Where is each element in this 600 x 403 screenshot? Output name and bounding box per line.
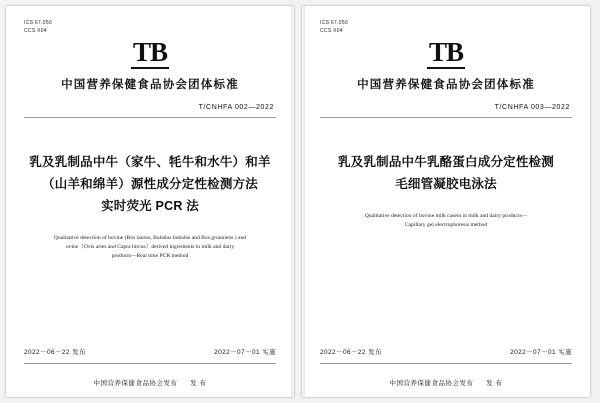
english-title-line: Qualitative detection of bovine milk casein in milk and dairy products— bbox=[364, 212, 528, 219]
publisher-name: 中国营养保健食品协会发布 bbox=[93, 380, 178, 387]
english-title-line: products—Real time PCR method bbox=[111, 253, 189, 260]
ics-code-block bbox=[320, 20, 572, 35]
english-title bbox=[24, 234, 276, 262]
chinese-title-line: 乳及乳制品中牛（家牛、牦牛和水牛）和羊 bbox=[29, 155, 271, 169]
ccs-code: CCS X04 bbox=[24, 27, 47, 34]
english-title-line: Qualitative detection of bovine (Bos taurus, Bubalus bubalus and Bos grunniens ) and bbox=[53, 234, 247, 241]
date-row bbox=[24, 347, 276, 356]
footer-divider bbox=[320, 363, 572, 364]
standard-cover-right bbox=[302, 6, 590, 397]
publisher-suffix: 发 布 bbox=[190, 380, 207, 387]
tb-logo-container bbox=[24, 39, 276, 69]
chinese-title-line: 毛细管凝胶电泳法 bbox=[395, 176, 497, 191]
ics-code-block bbox=[24, 20, 276, 35]
tb-logo-icon: TB bbox=[132, 37, 168, 67]
organization-title: 中国营养保健食品协会团体标准 bbox=[61, 79, 239, 91]
organization-title: 中国营养保健食品协会团体标准 bbox=[357, 79, 535, 91]
ics-code: ICS 67.050 bbox=[24, 20, 53, 26]
chinese-title-line: 乳及乳制品中牛乳酪蛋白成分定性检测 bbox=[338, 155, 554, 169]
issue-date: 2022－06－22 发布 bbox=[24, 349, 86, 356]
publisher-suffix: 发 布 bbox=[486, 380, 503, 387]
tb-logo-icon: TB bbox=[428, 37, 464, 67]
tb-logo-container bbox=[320, 39, 572, 69]
chinese-title bbox=[24, 152, 276, 218]
chinese-title-line: 实时荧光 PCR 法 bbox=[101, 198, 199, 213]
chinese-title-line: （山羊和绵羊）源性成分定性检测方法 bbox=[42, 176, 258, 191]
date-row bbox=[320, 347, 572, 356]
english-title-line: ovine（Ovis aries and Capra hircus）derived ingredients in milk and dairy bbox=[65, 243, 235, 250]
standard-cover-left bbox=[6, 6, 294, 397]
english-title-line: Capillary gel electrophoresis method bbox=[404, 221, 488, 228]
ccs-code: CCS X04 bbox=[320, 27, 343, 34]
footer-divider bbox=[24, 363, 276, 364]
publisher-name: 中国营养保健食品协会发布 bbox=[389, 380, 474, 387]
title-area bbox=[24, 118, 276, 347]
chinese-title bbox=[320, 152, 572, 196]
publisher-line bbox=[320, 378, 572, 387]
implementation-date: 2022－07－01 实施 bbox=[214, 349, 276, 356]
issue-date: 2022－06－22 发布 bbox=[320, 349, 382, 356]
publisher-line bbox=[24, 378, 276, 387]
ics-code: ICS 67.050 bbox=[320, 20, 349, 26]
standard-number: T/CNHFA 003—2022 bbox=[494, 104, 570, 111]
english-title bbox=[320, 212, 572, 230]
title-area bbox=[320, 118, 572, 347]
implementation-date: 2022－07－01 实施 bbox=[510, 349, 572, 356]
standard-number: T/CNHFA 002—2022 bbox=[198, 104, 274, 111]
